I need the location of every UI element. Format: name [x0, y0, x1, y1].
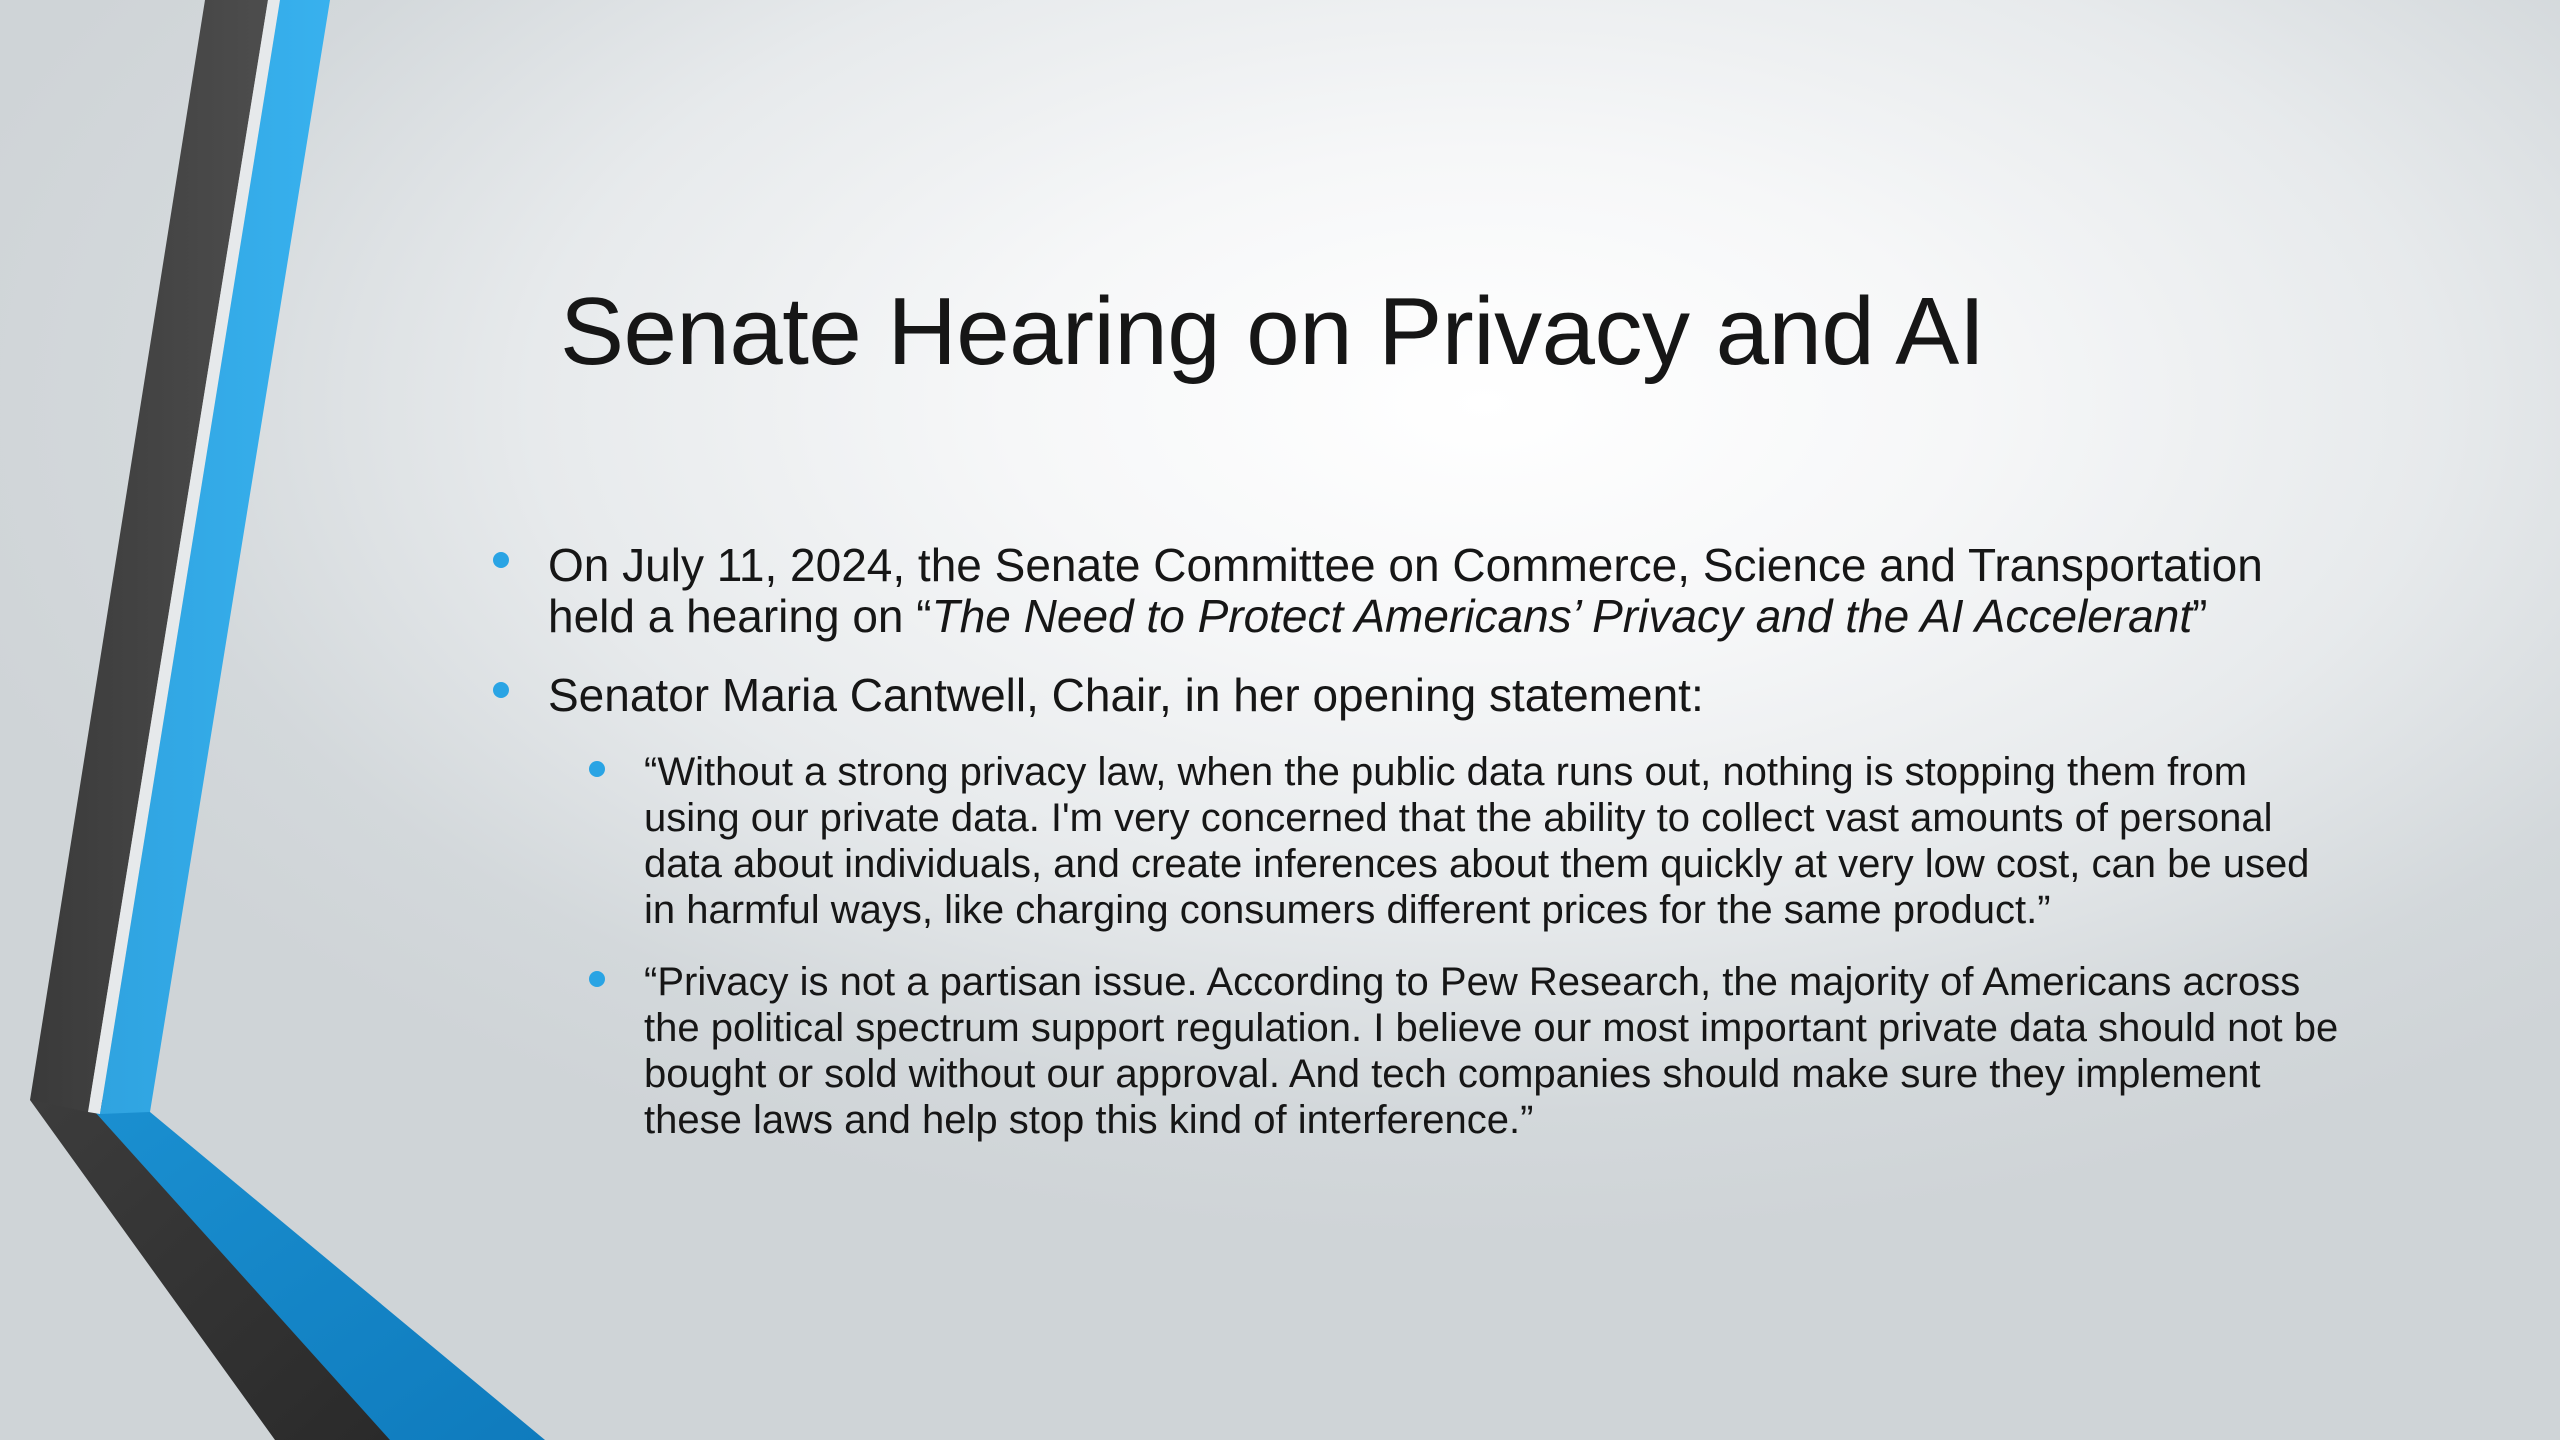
bullet-cantwell: [490, 670, 2350, 721]
slide-title: Senate Hearing on Privacy and AI: [560, 278, 1985, 385]
bullet-dot-icon: [493, 682, 509, 698]
quote-1-text: “Without a strong privacy law, when the public data runs out, nothing is stopping them from using our private data. I'm very concerned that the ability to collect vast amounts of personal data about individuals, and create inferences about them quickly at very low cost, can be used in harmful ways, like charging consumers different prices for the same product.”: [644, 750, 2310, 932]
quote-2-text: “Privacy is not a partisan issue. According to Pew Research, the majority of Americans across the political spectrum support regulation. I believe our most important private data should not be bought or sold without our approval. And tech companies should make sure they implement these laws and help stop this kind of interference.”: [644, 960, 2339, 1142]
sub-bullet-quote-1: [586, 749, 2350, 933]
sub-bullet-quote-2: [586, 959, 2350, 1143]
bullet-dot-icon: [589, 971, 605, 987]
bullet-hearing-text: On July 11, 2024, the Senate Committee on Commerce, Science and Transportation held a hearing on “The Need to Protect Americans’ Privacy and the AI Accelerant”: [548, 539, 2263, 642]
bullet-hearing: [490, 540, 2350, 642]
bullet-dot-icon: [589, 761, 605, 777]
bullet-dot-icon: [493, 552, 509, 568]
hearing-title: The Need to Protect Americans’ Privacy and the AI Accelerant: [931, 590, 2193, 642]
slide-body: [490, 540, 2350, 1320]
bullet-cantwell-text: Senator Maria Cantwell, Chair, in her opening statement:: [548, 669, 1704, 721]
